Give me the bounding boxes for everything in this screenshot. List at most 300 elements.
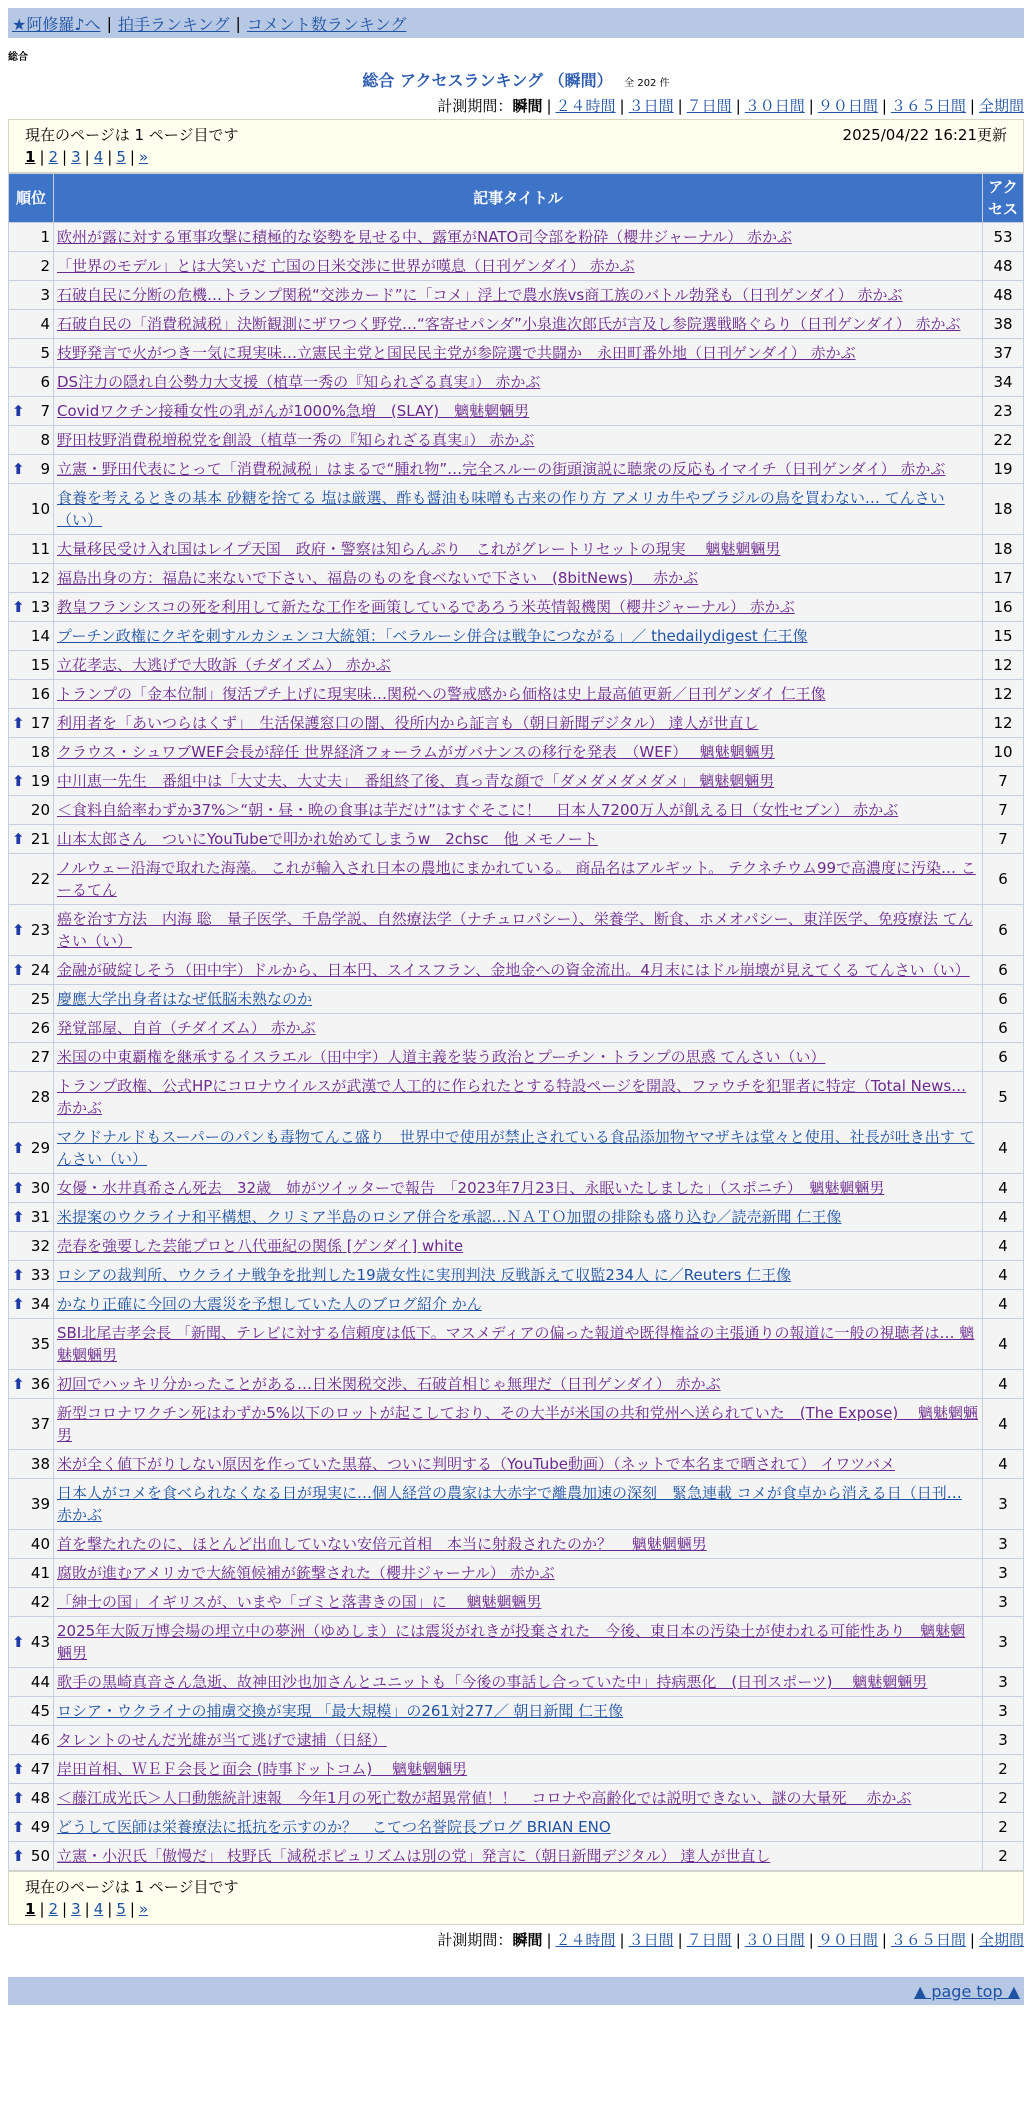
period-separator: | bbox=[735, 97, 741, 115]
pager-separator: | bbox=[62, 148, 68, 166]
rank-number: 25 bbox=[30, 990, 50, 1008]
access-count: 6 bbox=[983, 905, 1024, 956]
table-row bbox=[9, 1261, 1024, 1290]
table-row bbox=[9, 1174, 1024, 1203]
rank-up-arrow-icon: ⬆ bbox=[12, 714, 25, 732]
rank-up-arrow-icon: ⬆ bbox=[12, 460, 25, 478]
article-title-link[interactable]: どうして医師は栄養療法に抵抗を示すのか？ こてつ名誉院長ブログ BRIAN ENO bbox=[57, 1818, 611, 1836]
title-cell bbox=[54, 1697, 983, 1726]
article-title-link[interactable]: 首を撃たれたのに、ほとんど出血していない安倍元首相 本当に射殺されたのか？ 魑魅魍魎男 bbox=[57, 1535, 707, 1553]
article-title-link[interactable]: SBI北尾吉孝会長 「新聞、テレビに対する信頼度は低下。マスメディアの偏った報道や既得権益の主張通りの報道に一般の視聴者は… 魑魅魍魎男 bbox=[57, 1324, 975, 1364]
table-row bbox=[9, 484, 1024, 535]
period-link[interactable]: ３日間 bbox=[628, 1931, 674, 1949]
nav-separator: | bbox=[106, 13, 112, 33]
title-cell bbox=[54, 1319, 983, 1370]
rank-up-arrow-icon: ⬆ bbox=[12, 1295, 25, 1313]
period-separator: | bbox=[969, 97, 975, 115]
table-row bbox=[9, 368, 1024, 397]
access-count: 4 bbox=[983, 1123, 1024, 1174]
article-title-link[interactable]: 癌を治す方法 内海 聡 量子医学、千島学説、自然療法学（ナチュロパシー）、栄養学、断食、ホメオパシー、東洋医学、免疫療法 てんさい（い） bbox=[57, 910, 973, 950]
title-cell bbox=[54, 1261, 983, 1290]
current-page-text: 現在のページは 1 ページ目です bbox=[25, 126, 239, 144]
table-row bbox=[9, 1072, 1024, 1123]
period-selector bbox=[0, 95, 1024, 117]
rank-number: 38 bbox=[30, 1455, 50, 1473]
rank-up-arrow-icon: ⬆ bbox=[12, 1375, 25, 1393]
article-title-link[interactable]: 「紳士の国」イギリスが、いまや「ゴミと落書きの国」に 魑魅魍魎男 bbox=[57, 1593, 542, 1611]
article-title-link[interactable]: 発覚部屋、自首（チダイズム） 赤かぶ bbox=[57, 1019, 316, 1037]
title-cell bbox=[54, 1123, 983, 1174]
rank-up-arrow-icon: ⬆ bbox=[12, 402, 25, 420]
article-title-link[interactable]: 「世界のモデル」とは大笑いだ 亡国の日米交渉に世界が嘆息（日刊ゲンダイ） 赤かぶ bbox=[57, 257, 635, 275]
nav-comment-ranking-link[interactable]: コメント数ランキング bbox=[246, 14, 407, 34]
article-title-link[interactable]: 米が全く値下がりしない原因を作っていた黒幕、ついに判明する（YouTube動画）（ネットで本名まで晒されて） イワツバメ bbox=[57, 1455, 895, 1473]
article-title-link[interactable]: ロシアの裁判所、ウクライナ戦争を批判した19歳女性に実刑判決 反戦訴えて収監234人 に／Reuters 仁王像 bbox=[57, 1266, 792, 1284]
table-row bbox=[9, 593, 1024, 622]
article-title-link[interactable]: 大量移民受け入れ国はレイプ天国 政府・警察は知らんぷり これがグレートリセットの現実 魑魅魍魎男 bbox=[57, 540, 781, 558]
access-count: 2 bbox=[983, 1813, 1024, 1842]
table-row bbox=[9, 825, 1024, 854]
rank-cell bbox=[9, 738, 54, 767]
access-count: 5 bbox=[983, 1072, 1024, 1123]
rank-up-arrow-icon: ⬆ bbox=[12, 1208, 25, 1226]
rank-cell bbox=[9, 854, 54, 905]
title-cell bbox=[54, 368, 983, 397]
rank-number: 27 bbox=[30, 1048, 50, 1066]
article-title-link[interactable]: 利用者を「あいつらはくず」 生活保護窓口の闇、役所内から証言も（朝日新聞デジタル） 達人が世直し bbox=[57, 714, 759, 732]
access-count: 3 bbox=[983, 1479, 1024, 1530]
rank-cell bbox=[9, 956, 54, 985]
rank-number: 34 bbox=[30, 1295, 50, 1313]
access-count: 6 bbox=[983, 985, 1024, 1014]
title-cell bbox=[54, 281, 983, 310]
rank-cell bbox=[9, 397, 54, 426]
pager-page-link[interactable]: » bbox=[138, 148, 149, 166]
access-count: 7 bbox=[983, 825, 1024, 854]
rank-cell bbox=[9, 484, 54, 535]
article-title-link[interactable]: 野田枝野消費税増税党を創設（植草一秀の『知られざる真実』） 赤かぶ bbox=[57, 431, 535, 449]
table-row bbox=[9, 564, 1024, 593]
pager-box-bottom bbox=[8, 1871, 1024, 1925]
pager-page-link[interactable]: 3 bbox=[71, 148, 81, 166]
pager-separator: | bbox=[84, 148, 90, 166]
article-title-link[interactable]: かなり正確に今回の大震災を予想していた人のブログ紹介 かん bbox=[57, 1295, 482, 1313]
article-title-link[interactable]: 米提案のウクライナ和平構想、クリミア半島のロシア併合を承認…ＮＡＴＯ加盟の排除も盛り込む／読売新聞 仁王像 bbox=[57, 1208, 842, 1226]
title-cell bbox=[54, 796, 983, 825]
table-row bbox=[9, 709, 1024, 738]
rank-number: 10 bbox=[30, 500, 50, 518]
rank-cell bbox=[9, 709, 54, 738]
article-title-link[interactable]: 石破自民の「消費税減税」決断観測にザワつく野党…“客寄せパンダ”小泉進次郎氏が言及し参院選戦略ぐらり（日刊ゲンダイ） 赤かぶ bbox=[57, 315, 961, 333]
period-link[interactable]: ３６５日間 bbox=[890, 97, 966, 115]
rank-cell bbox=[9, 1399, 54, 1450]
pager-page-link[interactable]: 3 bbox=[71, 1900, 81, 1918]
title-cell bbox=[54, 1174, 983, 1203]
rank-up-arrow-icon: ⬆ bbox=[12, 1789, 25, 1807]
pager-box-top bbox=[8, 119, 1024, 173]
page-title bbox=[0, 68, 1032, 91]
article-title-link[interactable]: 石破自民に分断の危機…トランプ関税“交渉カード”に「コメ」浮上で農水族vs商工族のバトル勃発も（日刊ゲンダイ） 赤かぶ bbox=[57, 286, 903, 304]
title-cell bbox=[54, 484, 983, 535]
period-label: 計測期間： bbox=[437, 1931, 513, 1949]
rank-cell bbox=[9, 281, 54, 310]
table-row bbox=[9, 1399, 1024, 1450]
article-title-link[interactable]: 立憲・野田代表にとって「消費税減税」はまるで“腫れ物”…完全スルーの街頭演説に聴衆の反応もイマイチ（日刊ゲンダイ） 赤かぶ bbox=[57, 460, 946, 478]
pager-current-page: 1 bbox=[25, 148, 36, 166]
rank-number: 22 bbox=[30, 870, 50, 888]
access-count: 6 bbox=[983, 1043, 1024, 1072]
table-row bbox=[9, 738, 1024, 767]
ranking-table bbox=[8, 173, 1024, 1871]
access-count: 4 bbox=[983, 1232, 1024, 1261]
header-title: 記事タイトル bbox=[54, 174, 983, 223]
rank-up-arrow-icon: ⬆ bbox=[12, 921, 25, 939]
title-cell bbox=[54, 1617, 983, 1668]
table-row bbox=[9, 1319, 1024, 1370]
article-title-link[interactable]: 食養を考えるときの基本 砂糖を捨てる 塩は厳選、酢も醤油も味噌も古来の作り方 アメリカ牛やブラジルの鳥を買わない… てんさい（い） bbox=[57, 489, 945, 529]
access-count: 12 bbox=[983, 680, 1024, 709]
rank-number: 46 bbox=[30, 1731, 50, 1749]
access-count: 7 bbox=[983, 796, 1024, 825]
table-row bbox=[9, 854, 1024, 905]
pager-page-link[interactable]: 2 bbox=[48, 148, 59, 166]
access-count: 53 bbox=[983, 223, 1024, 252]
title-cell bbox=[54, 1399, 983, 1450]
rank-cell bbox=[9, 1813, 54, 1842]
updated-timestamp: 2025/04/22 16:21更新 bbox=[842, 126, 1007, 144]
pager-page-link[interactable]: 5 bbox=[116, 148, 126, 166]
article-title-link[interactable]: 慶應大学出身者はなぜ低脳未熟なのか bbox=[57, 990, 313, 1008]
rank-number: 2 bbox=[40, 257, 50, 275]
title-cell bbox=[54, 709, 983, 738]
title-cell bbox=[54, 1290, 983, 1319]
rank-cell bbox=[9, 310, 54, 339]
period-label: 計測期間： bbox=[437, 97, 513, 115]
title-cell bbox=[54, 1479, 983, 1530]
rank-cell bbox=[9, 796, 54, 825]
article-title-link[interactable]: 日本人がコメを食べられなくなる日が現実に…個人経営の農家は大赤字で離農加速の深刻 緊急連載 コメが食卓から消える日（日刊… 赤かぶ bbox=[57, 1484, 962, 1524]
period-link[interactable]: ３日間 bbox=[628, 97, 674, 115]
period-separator: | bbox=[677, 1931, 683, 1949]
table-row bbox=[9, 1450, 1024, 1479]
access-count: 3 bbox=[983, 1530, 1024, 1559]
article-title-link[interactable]: 金融が破綻しそう（田中宇）ドルから、日本円、スイスフラン、金地金への資金流出。4月末にはドル崩壊が見えてくる てんさい（い） bbox=[57, 961, 970, 979]
pager-page-link[interactable]: 4 bbox=[93, 1900, 104, 1918]
table-row bbox=[9, 252, 1024, 281]
period-separator: | bbox=[808, 97, 814, 115]
table-row bbox=[9, 680, 1024, 709]
access-count: 3 bbox=[983, 1588, 1024, 1617]
article-title-link[interactable]: ロシア・ウクライナの捕虜交換が実現 「最大規模」の261対277／ 朝日新聞 仁王像 bbox=[57, 1702, 624, 1720]
rank-cell bbox=[9, 622, 54, 651]
rank-cell bbox=[9, 1370, 54, 1399]
article-title-link[interactable]: ノルウェー沿海で取れた海藻。 これが輸入され日本の農地にまかれている。 商品名はアルギット。 テクネチウム99で高濃度に汚染… こーるてん bbox=[57, 859, 976, 899]
period-separator: | bbox=[808, 1931, 814, 1949]
rank-up-arrow-icon: ⬆ bbox=[12, 1847, 25, 1865]
table-row bbox=[9, 1697, 1024, 1726]
table-row bbox=[9, 455, 1024, 484]
title-cell bbox=[54, 223, 983, 252]
rank-cell bbox=[9, 1668, 54, 1697]
article-title-link[interactable]: トランプ政権、公式HPにコロナウイルスが武漢で人工的に作られたとする特設ページを開設、ファウチを犯罪者に特定（Total News… 赤かぶ bbox=[57, 1077, 967, 1117]
rank-cell bbox=[9, 1755, 54, 1784]
table-row bbox=[9, 310, 1024, 339]
rank-number: 3 bbox=[40, 286, 50, 304]
period-link[interactable]: ７日間 bbox=[686, 1931, 732, 1949]
article-title-link[interactable]: マクドナルドもスーパーのパンも毒物てんこ盛り 世界中で使用が禁止されている食品添加物ヤマザキは堂々と使用、社長が吐き出す てんさい（い） bbox=[57, 1128, 975, 1168]
period-link[interactable]: ２４時間 bbox=[555, 1931, 616, 1949]
table-row bbox=[9, 796, 1024, 825]
table-row bbox=[9, 956, 1024, 985]
rank-number: 14 bbox=[30, 627, 50, 645]
article-title-link[interactable]: クラウス・シュワブWEF会長が辞任 世界経済フォーラムがガバナンスの移行を発表 （WEF） 魑魅魍魎男 bbox=[57, 743, 775, 761]
rank-cell bbox=[9, 1123, 54, 1174]
access-count: 4 bbox=[983, 1261, 1024, 1290]
article-title-link[interactable]: プーチン政権にクギを刺すルカシェンコ大統領：「ベラルーシ併合は戦争につながる」／ thedailydigest 仁王像 bbox=[57, 627, 808, 645]
table-row bbox=[9, 1232, 1024, 1261]
rank-cell bbox=[9, 1014, 54, 1043]
rank-number: 30 bbox=[30, 1179, 50, 1197]
period-link[interactable]: ３０日間 bbox=[744, 97, 805, 115]
period-link[interactable]: ３６５日間 bbox=[890, 1931, 966, 1949]
article-title-link[interactable]: 立花孝志、大逃げで大敗訴（チダイズム） 赤かぶ bbox=[57, 656, 391, 674]
title-cell bbox=[54, 1755, 983, 1784]
article-title-link[interactable]: 2025年大阪万博会場の埋立中の夢洲（ゆめしま）には震災がれきが投棄された 今後、東日本の汚染土が使われる可能性あり 魑魅魍魎男 bbox=[57, 1622, 966, 1662]
bottom-bar bbox=[8, 1977, 1024, 2005]
table-header-row bbox=[9, 174, 1024, 223]
period-separator: | bbox=[677, 97, 683, 115]
table-row bbox=[9, 1755, 1024, 1784]
rank-up-arrow-icon: ⬆ bbox=[12, 1179, 25, 1197]
title-cell bbox=[54, 1813, 983, 1842]
access-count: 48 bbox=[983, 281, 1024, 310]
rank-number: 44 bbox=[30, 1673, 50, 1691]
title-cell bbox=[54, 564, 983, 593]
rank-cell bbox=[9, 985, 54, 1014]
period-link[interactable]: ２４時間 bbox=[555, 97, 616, 115]
access-count: 7 bbox=[983, 767, 1024, 796]
access-count: 22 bbox=[983, 426, 1024, 455]
rank-number: 31 bbox=[30, 1208, 50, 1226]
rank-number: 20 bbox=[30, 801, 50, 819]
article-title-link[interactable]: 腐敗が進むアメリカで大統領候補が銃撃された（櫻井ジャーナル） 赤かぶ bbox=[57, 1564, 555, 1582]
rank-cell bbox=[9, 1726, 54, 1755]
table-row bbox=[9, 281, 1024, 310]
access-count: 15 bbox=[983, 622, 1024, 651]
rank-number: 24 bbox=[30, 961, 50, 979]
access-count: 4 bbox=[983, 1203, 1024, 1232]
article-title-link[interactable]: 女優・水井真希さん死去 32歳 姉がツイッターで報告 「2023年7月23日、永眠いたしました」（スポニチ） 魑魅魍魎男 bbox=[57, 1179, 885, 1197]
article-title-link[interactable]: 欧州が露に対する軍事攻撃に積極的な姿勢を見せる中、露軍がNATO司令部を粉砕（櫻井ジャーナル） 赤かぶ bbox=[57, 228, 793, 246]
rank-number: 39 bbox=[30, 1495, 50, 1513]
period-link[interactable]: 全期間 bbox=[978, 1931, 1024, 1949]
table-row bbox=[9, 1559, 1024, 1588]
access-count: 4 bbox=[983, 1174, 1024, 1203]
table-row bbox=[9, 767, 1024, 796]
rank-number: 15 bbox=[30, 656, 50, 674]
access-count: 12 bbox=[983, 651, 1024, 680]
article-title-link[interactable]: 米国の中東覇権を継承するイスラエル（田中宇）人道主義を装う政治とプーチン・トランプの思惑 てんさい（い） bbox=[57, 1048, 826, 1066]
ranking-table-body bbox=[9, 223, 1024, 1871]
rank-up-arrow-icon: ⬆ bbox=[12, 961, 25, 979]
access-count: 6 bbox=[983, 1014, 1024, 1043]
rank-number: 42 bbox=[30, 1593, 50, 1611]
pager-current-page: 1 bbox=[25, 1900, 36, 1918]
rank-number: 7 bbox=[40, 402, 50, 420]
article-title-link[interactable]: タレントのせんだ光雄が当て逃げで逮捕（日経） bbox=[57, 1731, 387, 1749]
article-title-link[interactable]: 山本太郎さん ついにYouTubeで叩かれ始めてしまうw 2chsc 他 メモノート bbox=[57, 830, 598, 848]
article-title-link[interactable]: 教皇フランシスコの死を利用して新たな工作を画策しているであろう米英情報機関（櫻井ジャーナル） 赤かぶ bbox=[57, 598, 795, 616]
table-row bbox=[9, 1726, 1024, 1755]
title-cell bbox=[54, 1530, 983, 1559]
period-link[interactable]: ３０日間 bbox=[744, 1931, 805, 1949]
title-cell bbox=[54, 1588, 983, 1617]
article-title-link[interactable]: 立憲・小沢氏「傲慢だ」 枝野氏「減税ポピュリズムは別の党」発言に（朝日新聞デジタル） 達人が世直し bbox=[57, 1847, 771, 1865]
rank-number: 17 bbox=[30, 714, 50, 732]
pager-page-link[interactable]: 5 bbox=[116, 1900, 126, 1918]
rank-number: 43 bbox=[30, 1633, 50, 1651]
access-count: 2 bbox=[983, 1784, 1024, 1813]
table-row bbox=[9, 223, 1024, 252]
title-cell bbox=[54, 1203, 983, 1232]
period-current: 瞬間 bbox=[512, 1931, 543, 1949]
rank-number: 35 bbox=[30, 1335, 50, 1353]
access-count: 34 bbox=[983, 368, 1024, 397]
article-title-link[interactable]: 中川恵一先生 番組中は「大丈夫、大丈夫」 番組終了後、真っ青な顔で「ダメダメダメダメ」 魑魅魍魎男 bbox=[57, 772, 775, 790]
article-title-link[interactable]: ＜藤江成光氏＞人口動態統計速報 今年1月の死亡数が超異常値！！ コロナや高齢化では説明できない、謎の大量死 赤かぶ bbox=[57, 1789, 912, 1807]
rank-number: 6 bbox=[40, 373, 50, 391]
rank-number: 40 bbox=[30, 1535, 50, 1553]
pager-separator: | bbox=[129, 1900, 135, 1918]
access-count: 48 bbox=[983, 252, 1024, 281]
table-row bbox=[9, 1784, 1024, 1813]
article-title-link[interactable]: DS注力の隠れ自公勢力大支援（植草一秀の『知られざる真実』） 赤かぶ bbox=[57, 373, 541, 391]
article-title-link[interactable]: 歌手の黒崎真音さん急逝、故神田沙也加さんとユニットも「今後の事話し合っていた中」持病悪化 (日刊スポーツ) 魑魅魍魎男 bbox=[57, 1673, 928, 1691]
rank-cell bbox=[9, 455, 54, 484]
rank-up-arrow-icon: ⬆ bbox=[12, 1760, 25, 1778]
access-count: 3 bbox=[983, 1697, 1024, 1726]
article-title-link[interactable]: 岸田首相、ＷＥＦ会長と面会 (時事ドットコム) 魑魅魍魎男 bbox=[57, 1760, 468, 1778]
title-cell bbox=[54, 1232, 983, 1261]
access-count: 6 bbox=[983, 956, 1024, 985]
period-link[interactable]: ９０日間 bbox=[817, 97, 878, 115]
table-row bbox=[9, 426, 1024, 455]
rank-cell bbox=[9, 339, 54, 368]
access-count: 3 bbox=[983, 1617, 1024, 1668]
rank-cell bbox=[9, 1072, 54, 1123]
rank-up-arrow-icon: ⬆ bbox=[12, 598, 25, 616]
pager-page-link[interactable]: 4 bbox=[93, 148, 104, 166]
article-title-link[interactable]: Covidワクチン接種女性の乳がんが1000%急増 (SLAY) 魑魅魍魎男 bbox=[57, 402, 530, 420]
access-count: 4 bbox=[983, 1319, 1024, 1370]
header-rank: 順位 bbox=[9, 174, 54, 223]
article-title-link[interactable]: 枝野発言で火がつき一気に現実味…立憲民主党と国民民主党が参院選で共闘か 永田町番外地（日刊ゲンダイ） 赤かぶ bbox=[57, 344, 856, 362]
article-title-link[interactable]: 新型コロナワクチン死はわずか5%以下のロットが起こしており、その大半が米国の共和党州へ送られていた (The Expose) 魑魅魍魎男 bbox=[57, 1404, 978, 1444]
period-link[interactable]: 全期間 bbox=[978, 97, 1024, 115]
title-cell bbox=[54, 622, 983, 651]
period-selector-bottom bbox=[0, 1929, 1024, 1951]
rank-number: 45 bbox=[30, 1702, 50, 1720]
rank-cell bbox=[9, 1203, 54, 1232]
table-row bbox=[9, 651, 1024, 680]
rank-up-arrow-icon: ⬆ bbox=[12, 772, 25, 790]
nav-applause-ranking-link[interactable]: 拍手ランキング bbox=[117, 14, 230, 34]
rank-up-arrow-icon: ⬆ bbox=[12, 1818, 25, 1836]
title-cell bbox=[54, 905, 983, 956]
article-title-link[interactable]: 初回でハッキリ分かったことがある…日米関税交渉、石破首相じゃ無理だ（日刊ゲンダイ） 赤かぶ bbox=[57, 1375, 721, 1393]
rank-number: 18 bbox=[30, 743, 50, 761]
rank-cell bbox=[9, 426, 54, 455]
title-cell bbox=[54, 1043, 983, 1072]
title-cell bbox=[54, 1370, 983, 1399]
table-row bbox=[9, 1617, 1024, 1668]
rank-number: 21 bbox=[30, 830, 50, 848]
rank-cell bbox=[9, 1559, 54, 1588]
period-current: 瞬間 bbox=[512, 97, 543, 115]
pager-page-link[interactable]: » bbox=[138, 1900, 149, 1918]
rank-number: 33 bbox=[30, 1266, 50, 1284]
table-row bbox=[9, 1479, 1024, 1530]
rank-cell bbox=[9, 1530, 54, 1559]
category-label: 総合 bbox=[8, 52, 28, 63]
pager-page-link[interactable]: 2 bbox=[48, 1900, 59, 1918]
article-title-link[interactable]: 福島出身の方：福島に来ないで下さい、福島のものを食べないで下さい (8bitNews) 赤かぶ bbox=[57, 569, 699, 587]
table-row bbox=[9, 1123, 1024, 1174]
rank-number: 49 bbox=[30, 1818, 50, 1836]
access-count: 18 bbox=[983, 484, 1024, 535]
rank-number: 12 bbox=[30, 569, 50, 587]
rank-cell bbox=[9, 1043, 54, 1072]
total-count: 全 202 件 bbox=[624, 78, 670, 89]
period-link[interactable]: ７日間 bbox=[686, 97, 732, 115]
rank-number: 16 bbox=[30, 685, 50, 703]
page-top-link[interactable]: ▲ page top ▲ bbox=[913, 1981, 1020, 2001]
header-access: アクセス bbox=[983, 174, 1024, 223]
rank-cell bbox=[9, 1588, 54, 1617]
access-count: 12 bbox=[983, 709, 1024, 738]
rank-number: 5 bbox=[40, 344, 50, 362]
table-row bbox=[9, 1043, 1024, 1072]
rank-number: 48 bbox=[30, 1789, 50, 1807]
period-separator: | bbox=[735, 1931, 741, 1949]
rank-number: 4 bbox=[40, 315, 50, 333]
rank-cell bbox=[9, 651, 54, 680]
article-title-link[interactable]: 売春を強要した芸能プロと八代亜紀の関係 [ゲンダイ] white bbox=[57, 1237, 464, 1255]
period-link[interactable]: ９０日間 bbox=[817, 1931, 878, 1949]
article-title-link[interactable]: ＜食料自給率わずか37%＞“朝・昼・晩の食事は芋だけ”はすぐそこに！ 日本人7200万人が飢える日（女性セブン） 赤かぶ bbox=[57, 801, 899, 819]
rank-cell bbox=[9, 1842, 54, 1871]
access-count: 3 bbox=[983, 1668, 1024, 1697]
article-title-link[interactable]: トランプの「金本位制」復活プチ上げに現実味…関税への警戒感から価格は史上最高値更新／日刊ゲンダイ 仁王像 bbox=[57, 685, 826, 703]
page-title-text: 総合 アクセスランキング （瞬間） bbox=[362, 71, 613, 90]
rank-number: 8 bbox=[40, 431, 50, 449]
title-cell bbox=[54, 252, 983, 281]
rank-number: 47 bbox=[30, 1760, 50, 1778]
table-row bbox=[9, 397, 1024, 426]
access-count: 38 bbox=[983, 310, 1024, 339]
rank-cell bbox=[9, 1232, 54, 1261]
access-count: 6 bbox=[983, 854, 1024, 905]
rank-cell bbox=[9, 1174, 54, 1203]
access-count: 3 bbox=[983, 1559, 1024, 1588]
table-row bbox=[9, 1014, 1024, 1043]
rank-number: 19 bbox=[30, 772, 50, 790]
access-count: 4 bbox=[983, 1450, 1024, 1479]
title-cell bbox=[54, 339, 983, 368]
nav-asyura-home-link[interactable]: ★阿修羅♪へ bbox=[12, 14, 101, 34]
table-row bbox=[9, 1290, 1024, 1319]
top-nav-bar bbox=[8, 8, 1024, 38]
